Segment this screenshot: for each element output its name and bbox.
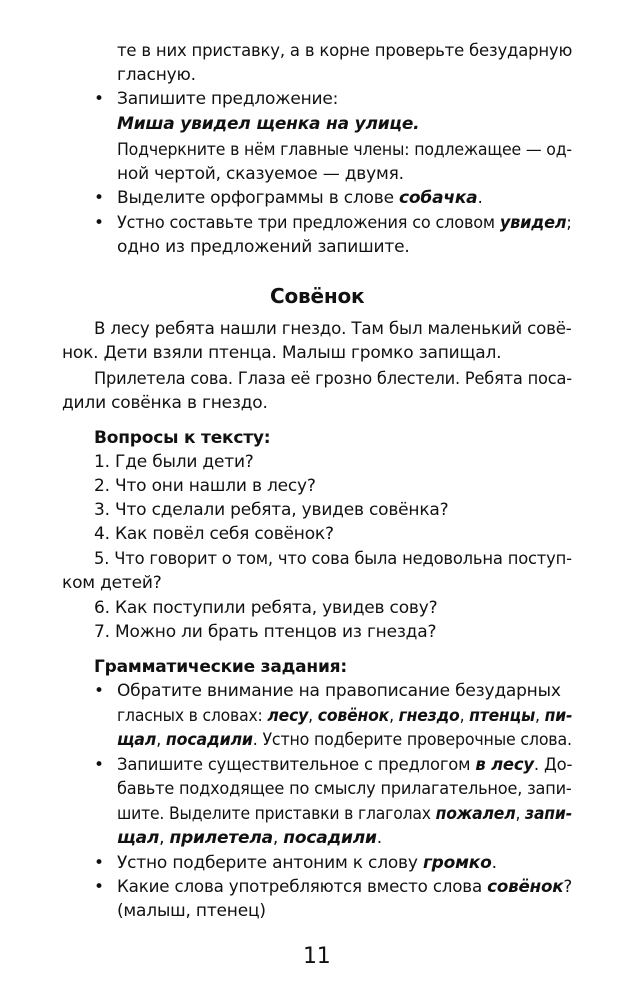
text-span: Какие слова употребляются вместо слова: [117, 877, 488, 897]
task-instruction: [117, 187, 483, 209]
text-span: ;: [566, 213, 572, 233]
text-span: шите. Выделите приставки в глаголах: [117, 804, 436, 824]
emphasized-word: посадили: [165, 730, 253, 750]
emphasized-word: пи-: [544, 706, 573, 726]
task-instruction: [117, 212, 572, 234]
task-line: Обратите внимание на правописание безударных: [117, 681, 561, 701]
story-line: В лесу ребята нашли гнездо. Там был маленький совë-: [94, 319, 572, 339]
task-line: [117, 876, 572, 898]
bullet-marker: •: [94, 853, 105, 873]
text-span: .: [491, 853, 497, 873]
emphasized-word: прилетела: [169, 828, 273, 848]
text-span: ,: [159, 828, 170, 848]
text-span: ,: [156, 730, 166, 750]
text-span: ,: [515, 804, 526, 824]
task-line: [117, 729, 572, 751]
text-span: ,: [389, 706, 399, 726]
story-line: дили совёнка в гнездо.: [62, 393, 268, 413]
emphasized-word: совёнок: [317, 706, 390, 726]
task-line: [117, 827, 382, 849]
emphasized-word: в лесу: [475, 755, 534, 775]
emphasized-word: запи-: [525, 804, 573, 824]
text-span: Выделите орфограммы в слове: [117, 188, 400, 208]
emphasized-word: щал: [117, 828, 160, 848]
emphasized-word: громко: [422, 853, 492, 873]
task-line: [117, 754, 572, 776]
emphasized-word: птенцы: [469, 706, 536, 726]
story-line: Прилетела сова. Глаза её грозно блестели. Ребята поса-: [94, 369, 572, 389]
emphasized-word: собачка: [399, 188, 478, 208]
task-line: бавьте подходящее по смыслу прилагательное, запи-: [117, 779, 572, 799]
task-instruction: Запишите предложение:: [117, 89, 339, 109]
questions-heading: Вопросы к тексту:: [94, 428, 271, 448]
text-line: гласную.: [117, 65, 196, 85]
question-item: 1. Где были дети?: [94, 452, 254, 472]
question-item: 5. Что говорит о том, что сова была недовольна поступ-: [94, 549, 572, 569]
text-span: гласных в словах:: [117, 706, 268, 726]
question-item-continuation: ком детей?: [62, 573, 162, 593]
bullet-marker: •: [94, 877, 105, 897]
example-sentence: Миша увидел щенка на улице.: [117, 114, 420, 134]
question-item: 7. Можно ли брать птенцов из гнезда?: [94, 622, 437, 642]
question-item: 3. Что сделали ребята, увидев совёнка?: [94, 500, 449, 520]
text-line: те в них приставку, а в корне проверьте безударную: [117, 41, 573, 61]
page-number: 11: [303, 944, 331, 969]
text-span: . Устно подберите проверочные слова.: [252, 730, 572, 750]
bullet-marker: •: [94, 681, 105, 701]
text-line: ной чертой, сказуемое — двумя.: [117, 164, 404, 184]
emphasized-word: щал: [117, 730, 157, 750]
text-span: ,: [459, 706, 470, 726]
text-span: Устно подберите антоним к слову: [117, 853, 423, 873]
text-span: .: [477, 188, 483, 208]
tasks-heading: Грамматические задания:: [94, 657, 347, 677]
emphasized-word: посадили: [283, 828, 377, 848]
task-line: [117, 852, 497, 874]
text-span: ?: [563, 877, 573, 897]
story-line: нок. Дети взяли птенца. Малыш громко запищал.: [62, 343, 502, 363]
question-item: 6. Как поступили ребята, увидев сову?: [94, 598, 438, 618]
question-item: 2. Что они нашли в лесу?: [94, 476, 316, 496]
task-line: [117, 803, 572, 825]
task-line: (малыш, птенец): [117, 901, 266, 921]
text-span: Устно составьте три предложения со словом: [117, 213, 500, 233]
emphasized-word: гнездо: [398, 706, 460, 726]
story-title: Совёнок: [270, 284, 365, 308]
emphasized-word: пожалел: [435, 804, 516, 824]
text-span: . До-: [533, 755, 573, 775]
text-span: .: [376, 828, 382, 848]
emphasized-word: совёнок: [487, 877, 564, 897]
text-line: Подчеркните в нём главные члены: подлежащее — од-: [117, 140, 572, 160]
bullet-marker: •: [94, 213, 105, 233]
text-span: ,: [272, 828, 284, 848]
bullet-marker: •: [94, 188, 105, 208]
bullet-marker: •: [94, 89, 105, 109]
emphasized-word: увидел: [499, 213, 567, 233]
question-item: 4. Как повёл себя совёнок?: [94, 524, 334, 544]
text-span: ,: [535, 706, 545, 726]
emphasized-word: лесу: [267, 706, 309, 726]
text-span: Запишите существительное с предлогом: [117, 755, 476, 775]
bullet-marker: •: [94, 755, 105, 775]
text-span: ,: [308, 706, 318, 726]
task-line: [117, 705, 572, 727]
text-line: одно из предложений запишите.: [117, 237, 410, 257]
